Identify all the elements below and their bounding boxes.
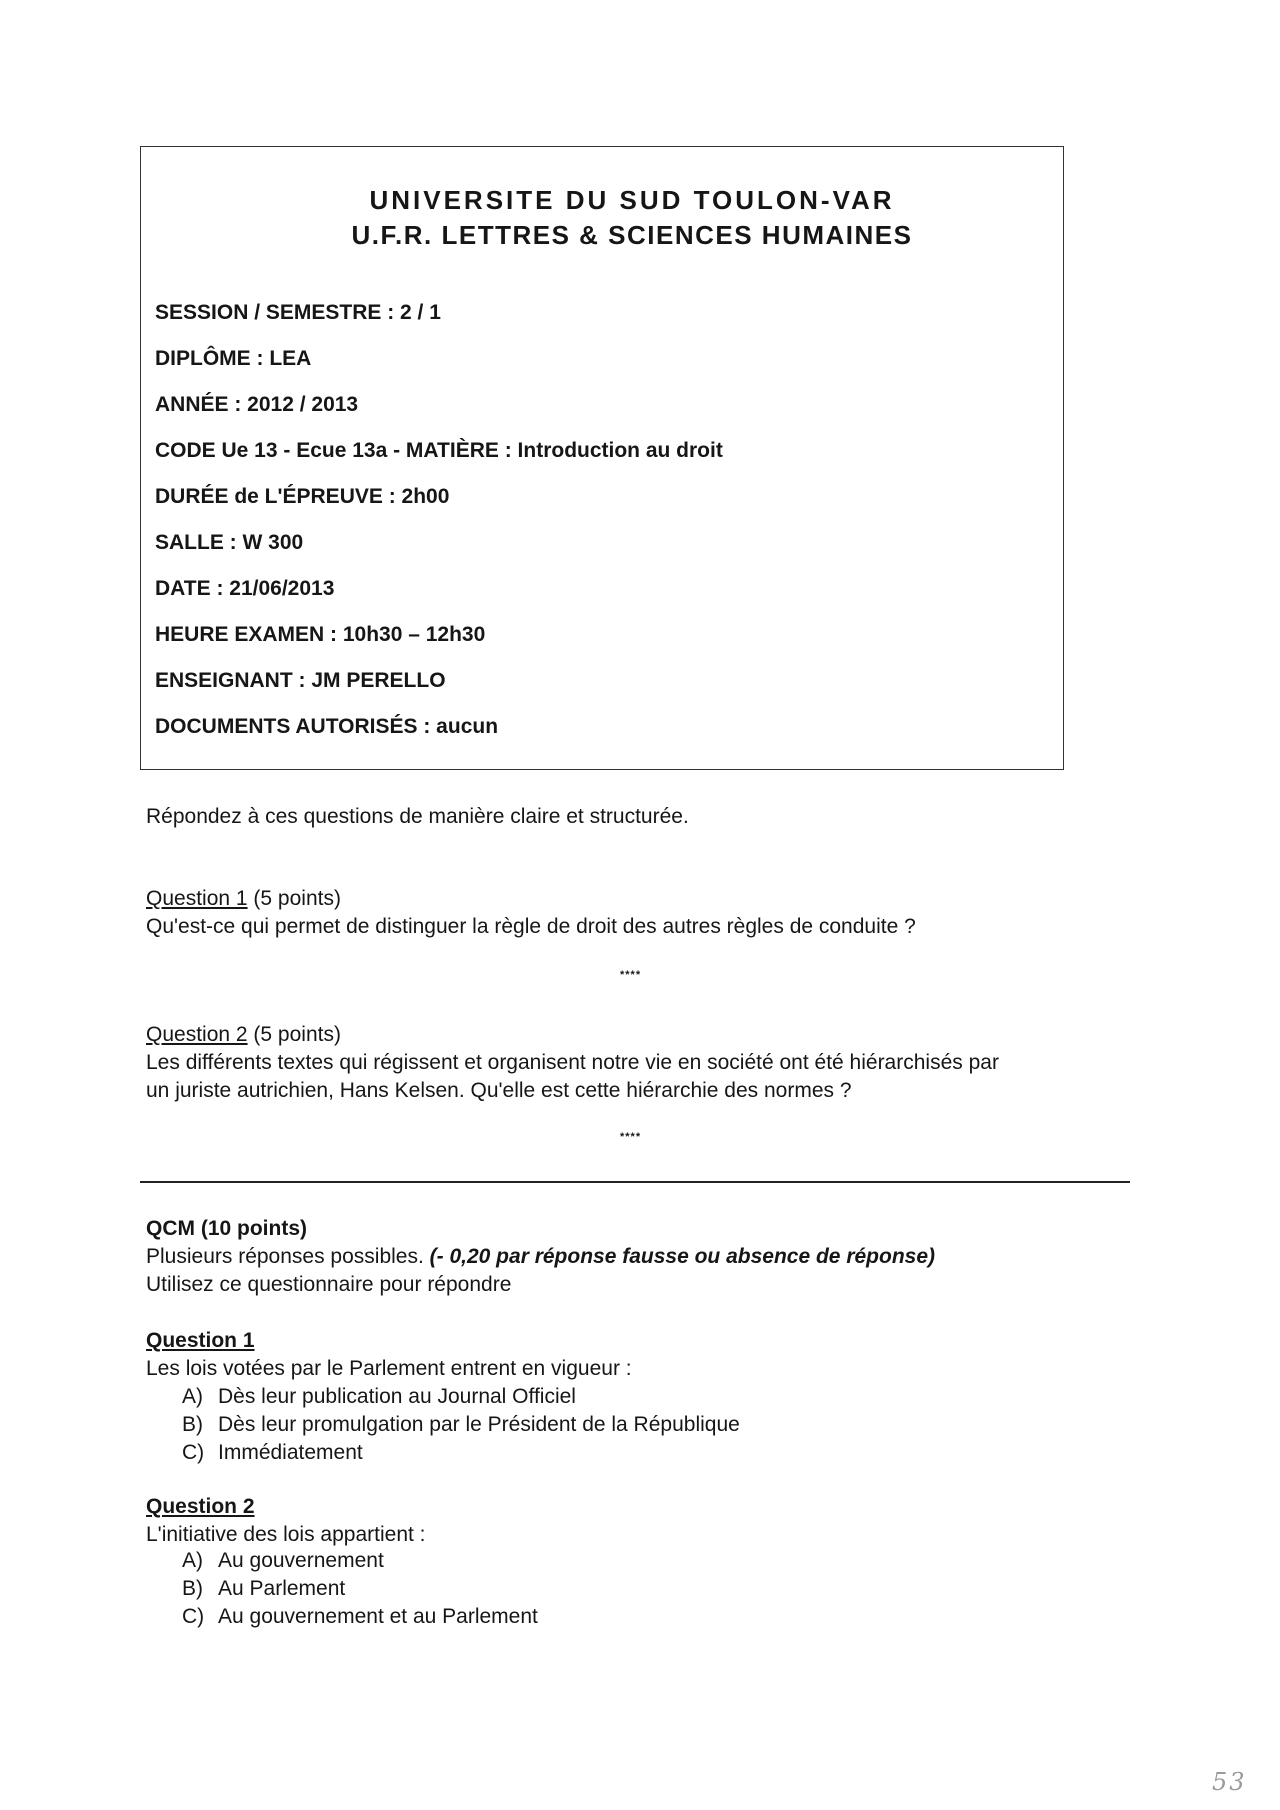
option-text: Au Parlement (218, 1577, 346, 1600)
open-question-points: (5 points) (247, 887, 341, 910)
qcm-question-title: Question 1 (146, 1329, 255, 1352)
qcm-q1-option-c[interactable] (182, 1441, 363, 1465)
open-question-2-text-line-2: un juriste autrichien, Hans Kelsen. Qu'elle est cette hiérarchie des normes ? (146, 1079, 852, 1102)
qcm-question-title: Question 2 (146, 1495, 255, 1518)
qcm-penalty-note: (- 0,20 par réponse fausse ou absence de réponse) (429, 1245, 935, 1268)
option-text: Au gouvernement (218, 1549, 384, 1572)
qcm-usage: Utilisez ce questionnaire pour répondre (146, 1273, 512, 1296)
option-text: Dès leur promulgation par le Président de la République (218, 1413, 740, 1436)
handwritten-page-number: 53 (1212, 1768, 1247, 1796)
option-letter: C) (182, 1605, 205, 1628)
instructions: Répondez à ces questions de manière claire et structurée. (146, 805, 689, 828)
university-heading (141, 183, 1063, 253)
qcm-q2-option-c[interactable] (182, 1605, 538, 1629)
info-course-code: CODE Ue 13 - Ecue 13a - MATIÈRE : Introduction au droit (155, 439, 723, 462)
option-letter: C) (182, 1441, 205, 1464)
info-documents: DOCUMENTS AUTORISÉS : aucun (155, 715, 499, 738)
open-question-2-text-line-1: Les différents textes qui régissent et organisent notre vie en société ont été hiérarchisés par (146, 1051, 999, 1074)
qcm-question-2-title (146, 1493, 255, 1521)
option-letter: A) (182, 1549, 203, 1572)
qcm-title: QCM (10 points) (146, 1217, 307, 1240)
qcm-q1-option-b[interactable] (182, 1413, 740, 1437)
info-duration: DURÉE de L'ÉPREUVE : 2h00 (155, 485, 450, 508)
info-year: ANNÉE : 2012 / 2013 (155, 393, 359, 416)
qcm-question-2-prompt: L'initiative des lois appartient : (146, 1523, 426, 1546)
info-session: SESSION / SEMESTRE : 2 / 1 (155, 301, 441, 324)
exam-header-box (140, 146, 1064, 770)
qcm-intro-text: Plusieurs réponses possibles. (146, 1245, 430, 1268)
qcm-q2-option-a[interactable] (182, 1549, 384, 1573)
info-date: DATE : 21/06/2013 (155, 577, 335, 600)
section-divider (140, 1181, 1130, 1183)
open-question-1-heading (146, 885, 341, 913)
university-name: UNIVERSITE DU SUD TOULON-VAR (369, 185, 895, 215)
open-question-1-text: Qu'est-ce qui permet de distinguer la règle de droit des autres règles de conduite ? (146, 915, 916, 938)
info-time: HEURE EXAMEN : 10h30 – 12h30 (155, 623, 486, 646)
option-text: Immédiatement (218, 1441, 363, 1464)
qcm-question-1-title (146, 1327, 255, 1355)
open-question-title: Question 1 (146, 887, 248, 910)
option-text: Dès leur publication au Journal Officiel (218, 1385, 576, 1408)
open-question-title: Question 2 (146, 1023, 248, 1046)
option-letter: A) (182, 1385, 203, 1408)
info-teacher: ENSEIGNANT : JM PERELLO (155, 669, 446, 692)
open-question-2-heading (146, 1021, 341, 1049)
ufr-name: U.F.R. LETTRES & SCIENCES HUMAINES (351, 220, 913, 250)
info-room: SALLE : W 300 (155, 531, 304, 554)
qcm-q2-option-b[interactable] (182, 1577, 345, 1601)
option-letter: B) (182, 1413, 203, 1436)
qcm-question-1-prompt: Les lois votées par le Parlement entrent en vigueur : (146, 1357, 632, 1380)
info-diploma: DIPLÔME : LEA (155, 347, 312, 370)
qcm-intro (146, 1243, 935, 1271)
option-text: Au gouvernement et au Parlement (218, 1605, 538, 1628)
option-letter: B) (182, 1577, 203, 1600)
separator-stars: **** (620, 969, 642, 981)
separator-stars: **** (620, 1131, 642, 1143)
open-question-points: (5 points) (247, 1023, 341, 1046)
qcm-q1-option-a[interactable] (182, 1385, 576, 1409)
